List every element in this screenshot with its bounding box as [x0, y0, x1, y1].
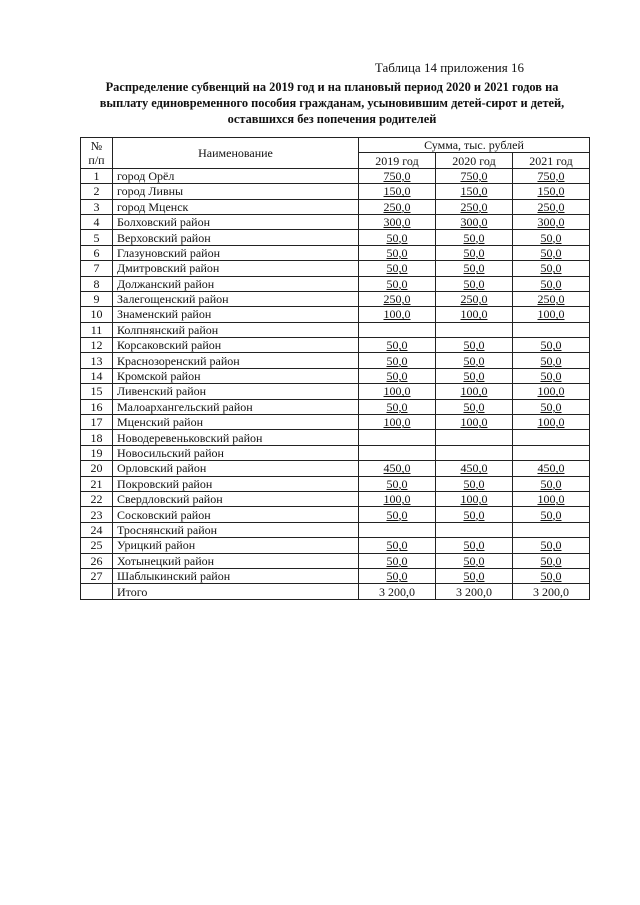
- table-row: [81, 368, 590, 383]
- row-name: Сосковский район: [113, 507, 359, 522]
- row-number: 10: [81, 307, 113, 322]
- total-row: [81, 584, 590, 599]
- header-number-line: п/п: [88, 152, 105, 167]
- total-number-cell: [81, 584, 113, 599]
- row-2020: 450,0: [436, 461, 513, 476]
- row-number: 18: [81, 430, 113, 445]
- row-2021: 50,0: [513, 353, 590, 368]
- row-2019: 50,0: [359, 245, 436, 260]
- row-2021: 250,0: [513, 199, 590, 214]
- row-2019: 150,0: [359, 184, 436, 199]
- row-number: 11: [81, 322, 113, 337]
- row-2021: 50,0: [513, 476, 590, 491]
- table-row: [81, 245, 590, 260]
- row-2021: 750,0: [513, 168, 590, 183]
- row-2021: 100,0: [513, 307, 590, 322]
- row-number: 25: [81, 538, 113, 553]
- row-name: Дмитровский район: [113, 261, 359, 276]
- row-number: 5: [81, 230, 113, 245]
- table-row: [81, 476, 590, 491]
- row-2019: [359, 522, 436, 537]
- document-title: [70, 79, 594, 127]
- row-2019: 250,0: [359, 291, 436, 306]
- row-2021: [513, 522, 590, 537]
- row-name: Должанский район: [113, 276, 359, 291]
- row-2019: 50,0: [359, 553, 436, 568]
- row-2021: [513, 445, 590, 460]
- row-2021: 250,0: [513, 291, 590, 306]
- row-2019: 50,0: [359, 568, 436, 583]
- table-row: [81, 384, 590, 399]
- row-name: Новосильский район: [113, 445, 359, 460]
- row-2021: 50,0: [513, 368, 590, 383]
- row-2020: 50,0: [436, 368, 513, 383]
- row-name: Корсаковский район: [113, 338, 359, 353]
- row-number: 14: [81, 368, 113, 383]
- row-2019: 50,0: [359, 353, 436, 368]
- table-row: [81, 461, 590, 476]
- row-2019: 100,0: [359, 415, 436, 430]
- title-line: оставшихся без попечения родителей: [227, 112, 437, 126]
- row-name: Мценский район: [113, 415, 359, 430]
- row-number: 19: [81, 445, 113, 460]
- header-number: [81, 138, 113, 169]
- row-2019: [359, 430, 436, 445]
- table-row: [81, 568, 590, 583]
- row-2021: 100,0: [513, 384, 590, 399]
- table-row: [81, 507, 590, 522]
- table-row: [81, 276, 590, 291]
- table-row: [81, 538, 590, 553]
- row-2021: 50,0: [513, 399, 590, 414]
- row-2019: 250,0: [359, 199, 436, 214]
- row-2019: 50,0: [359, 230, 436, 245]
- row-name: Хотынецкий район: [113, 553, 359, 568]
- row-2020: 50,0: [436, 338, 513, 353]
- row-number: 21: [81, 476, 113, 491]
- row-name: город Мценск: [113, 199, 359, 214]
- row-2020: 50,0: [436, 353, 513, 368]
- row-2020: [436, 445, 513, 460]
- table-row: [81, 491, 590, 506]
- row-2021: 150,0: [513, 184, 590, 199]
- row-2021: [513, 430, 590, 445]
- header-year-2020: 2020 год: [436, 153, 513, 168]
- row-2020: 250,0: [436, 291, 513, 306]
- table-row: [81, 353, 590, 368]
- row-name: Троснянский район: [113, 522, 359, 537]
- subsidy-table: [80, 137, 590, 600]
- row-2020: 750,0: [436, 168, 513, 183]
- header-sum: Сумма, тыс. рублей: [359, 138, 590, 153]
- appendix-label: Таблица 14 приложения 16: [374, 60, 524, 75]
- row-name: Колпнянский район: [113, 322, 359, 337]
- row-2021: [513, 322, 590, 337]
- row-name: Покровский район: [113, 476, 359, 491]
- row-2021: 300,0: [513, 214, 590, 229]
- row-2020: 50,0: [436, 230, 513, 245]
- row-2019: 50,0: [359, 368, 436, 383]
- row-2019: [359, 322, 436, 337]
- row-2021: 50,0: [513, 230, 590, 245]
- row-number: 2: [81, 184, 113, 199]
- row-name: Глазуновский район: [113, 245, 359, 260]
- row-name: Шаблыкинский район: [113, 568, 359, 583]
- row-2020: 50,0: [436, 261, 513, 276]
- row-number: 22: [81, 491, 113, 506]
- row-number: 27: [81, 568, 113, 583]
- header-year-2021: 2021 год: [513, 153, 590, 168]
- row-2020: 50,0: [436, 399, 513, 414]
- row-name: Кромской район: [113, 368, 359, 383]
- header-name: Наименование: [113, 138, 359, 169]
- row-name: Свердловский район: [113, 491, 359, 506]
- row-name: Болховский район: [113, 214, 359, 229]
- row-2019: 50,0: [359, 538, 436, 553]
- table-row: [81, 261, 590, 276]
- table-row: [81, 430, 590, 445]
- row-2021: 50,0: [513, 276, 590, 291]
- row-2021: 50,0: [513, 338, 590, 353]
- table-row: [81, 168, 590, 183]
- table-row: [81, 445, 590, 460]
- row-number: 23: [81, 507, 113, 522]
- row-number: 4: [81, 214, 113, 229]
- total-2020: 3 200,0: [436, 584, 513, 599]
- row-2021: 450,0: [513, 461, 590, 476]
- row-number: 6: [81, 245, 113, 260]
- row-2021: 100,0: [513, 491, 590, 506]
- row-name: Малоархангельский район: [113, 399, 359, 414]
- total-2021: 3 200,0: [513, 584, 590, 599]
- row-2019: 100,0: [359, 491, 436, 506]
- row-2021: 50,0: [513, 507, 590, 522]
- table-row: [81, 415, 590, 430]
- row-2020: 50,0: [436, 538, 513, 553]
- row-2020: 150,0: [436, 184, 513, 199]
- title-line: Распределение субвенций на 2019 год и на плановый период 2020 и 2021 годов на: [105, 80, 559, 94]
- table-row: [81, 307, 590, 322]
- row-2020: [436, 430, 513, 445]
- row-number: 13: [81, 353, 113, 368]
- row-2020: [436, 322, 513, 337]
- row-2019: 100,0: [359, 307, 436, 322]
- row-2021: 50,0: [513, 568, 590, 583]
- table-row: [81, 338, 590, 353]
- row-number: 20: [81, 461, 113, 476]
- row-number: 16: [81, 399, 113, 414]
- table-body: [81, 168, 590, 584]
- table-row: [81, 322, 590, 337]
- row-2020: 50,0: [436, 476, 513, 491]
- row-2020: 300,0: [436, 214, 513, 229]
- table-row: [81, 184, 590, 199]
- row-2020: 50,0: [436, 553, 513, 568]
- row-name: Орловский район: [113, 461, 359, 476]
- row-number: 12: [81, 338, 113, 353]
- row-2019: 50,0: [359, 276, 436, 291]
- table-row: [81, 522, 590, 537]
- table-row: [81, 553, 590, 568]
- row-number: 1: [81, 168, 113, 183]
- row-2019: [359, 445, 436, 460]
- row-2021: 50,0: [513, 553, 590, 568]
- row-number: 24: [81, 522, 113, 537]
- row-2020: 100,0: [436, 415, 513, 430]
- row-2019: 750,0: [359, 168, 436, 183]
- header-year-2019: 2019 год: [359, 153, 436, 168]
- row-2019: 300,0: [359, 214, 436, 229]
- row-number: 26: [81, 553, 113, 568]
- row-2020: 50,0: [436, 568, 513, 583]
- row-name: город Ливны: [113, 184, 359, 199]
- row-name: Краснозоренский район: [113, 353, 359, 368]
- row-name: Урицкий район: [113, 538, 359, 553]
- title-line: выплату единовременного пособия гражданам, усыновившим детей-сирот и детей,: [99, 96, 565, 110]
- row-number: 7: [81, 261, 113, 276]
- row-2021: 100,0: [513, 415, 590, 430]
- total-2019: 3 200,0: [359, 584, 436, 599]
- row-2019: 100,0: [359, 384, 436, 399]
- row-2019: 50,0: [359, 476, 436, 491]
- row-number: 3: [81, 199, 113, 214]
- row-2020: 50,0: [436, 245, 513, 260]
- row-2020: 100,0: [436, 307, 513, 322]
- table-row: [81, 199, 590, 214]
- row-number: 9: [81, 291, 113, 306]
- table-row: [81, 214, 590, 229]
- row-name: Ливенский район: [113, 384, 359, 399]
- total-label: Итого: [113, 584, 359, 599]
- row-2019: 450,0: [359, 461, 436, 476]
- row-number: 8: [81, 276, 113, 291]
- row-2020: 50,0: [436, 276, 513, 291]
- row-name: Залегощенский район: [113, 291, 359, 306]
- row-2020: 250,0: [436, 199, 513, 214]
- header-number-line: №: [90, 138, 103, 153]
- row-name: город Орёл: [113, 168, 359, 183]
- table-row: [81, 230, 590, 245]
- row-number: 15: [81, 384, 113, 399]
- row-2019: 50,0: [359, 399, 436, 414]
- row-2020: 100,0: [436, 384, 513, 399]
- row-2021: 50,0: [513, 538, 590, 553]
- row-2021: 50,0: [513, 245, 590, 260]
- row-2020: [436, 522, 513, 537]
- row-name: Верховский район: [113, 230, 359, 245]
- row-name: Знаменский район: [113, 307, 359, 322]
- row-2019: 50,0: [359, 507, 436, 522]
- table-row: [81, 399, 590, 414]
- row-name: Новодеревеньковский район: [113, 430, 359, 445]
- row-2020: 100,0: [436, 491, 513, 506]
- row-2020: 50,0: [436, 507, 513, 522]
- table-row: [81, 291, 590, 306]
- row-2019: 50,0: [359, 338, 436, 353]
- row-number: 17: [81, 415, 113, 430]
- row-2021: 50,0: [513, 261, 590, 276]
- row-2019: 50,0: [359, 261, 436, 276]
